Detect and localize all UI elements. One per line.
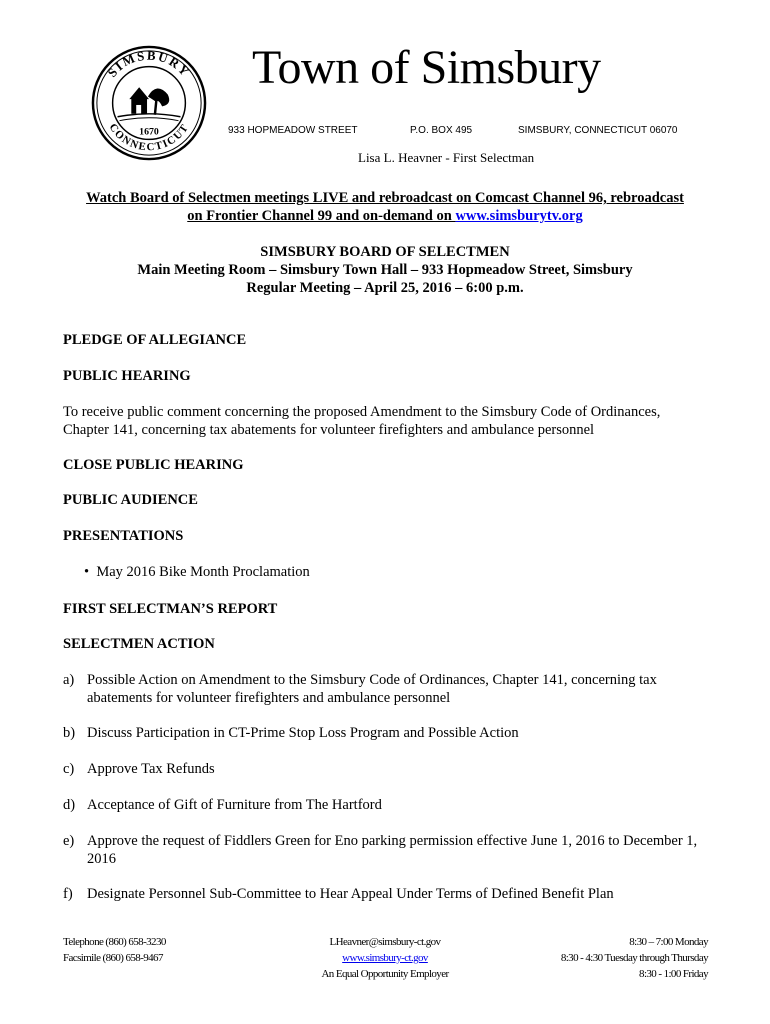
hours-friday: 8:30 - 1:00 Friday bbox=[639, 968, 708, 980]
hearing-description bbox=[63, 403, 713, 439]
facsimile: Facsimile (860) 658-9467 bbox=[63, 952, 163, 964]
heading-pledge: PLEDGE OF ALLEGIANCE bbox=[63, 332, 247, 348]
notice-line-2: on Frontier Channel 99 and on-demand on bbox=[187, 208, 456, 224]
action-item-text: Discuss Participation in CT-Prime Stop Loss Program and Possible Action bbox=[87, 725, 519, 741]
action-item bbox=[63, 885, 723, 903]
hearing-text-1: To receive public comment concerning the proposed Amendment to the Simsbury Code of Ordinances, bbox=[63, 404, 661, 420]
action-item-text: Possible Action on Amendment to the Simsbury Code of Ordinances, Chapter 141, concerning tax abatements for volunteer firefighters and ambulance personnel bbox=[87, 672, 657, 706]
action-item-text: Acceptance of Gift of Furniture from The Hartford bbox=[87, 797, 382, 813]
action-item-label: c) bbox=[63, 761, 75, 777]
po-box: P.O. BOX 495 bbox=[410, 125, 473, 136]
presentation-list-item bbox=[84, 564, 310, 581]
action-item-label: a) bbox=[63, 672, 75, 688]
action-item bbox=[63, 760, 723, 778]
heading-public-hearing: PUBLIC HEARING bbox=[63, 368, 191, 384]
hours-monday: 8:30 – 7:00 Monday bbox=[629, 936, 708, 948]
seal-text-top: SIMSBURY bbox=[105, 48, 193, 80]
hours-tue-thu: 8:30 - 4:30 Tuesday through Thursday bbox=[560, 952, 708, 964]
street-address: 933 HOPMEADOW STREET bbox=[228, 125, 358, 136]
equal-opportunity: An Equal Opportunity Employer bbox=[321, 968, 449, 980]
broadcast-notice bbox=[60, 189, 710, 225]
first-selectman: Lisa L. Heavner - First Selectman bbox=[358, 150, 535, 165]
action-item-label: d) bbox=[63, 797, 76, 813]
action-item-text: Approve the request of Fiddlers Green for Eno parking permission effective June 1, 2016 to December 1, 2016 bbox=[87, 833, 698, 867]
hearing-text-2: Chapter 141, concerning tax abatements for volunteer firefighters and ambulance personnel bbox=[63, 422, 595, 438]
notice-line-1: Watch Board of Selectmen meetings LIVE and rebroadcast on Comcast Channel 96, rebroadcast bbox=[86, 190, 684, 206]
board-name: SIMSBURY BOARD OF SELECTMEN bbox=[260, 244, 510, 260]
action-item bbox=[63, 832, 723, 868]
seal-year: 1670 bbox=[139, 126, 159, 138]
heading-first-selectman-report: FIRST SELECTMAN’S REPORT bbox=[63, 601, 278, 617]
action-item bbox=[63, 796, 723, 814]
website-link[interactable]: www.simsbury-ct.gov bbox=[342, 952, 428, 964]
heading-selectmen-action: SELECTMEN ACTION bbox=[63, 636, 215, 652]
seal-text-bottom: CONNECTICUT bbox=[106, 121, 192, 154]
action-item-label: b) bbox=[63, 725, 76, 741]
town-title: Town of Simsbury bbox=[252, 41, 601, 94]
meeting-header bbox=[60, 243, 710, 297]
telephone: Telephone (860) 658-3230 bbox=[63, 936, 166, 948]
simsburytv-link[interactable]: www.simsburytv.org bbox=[455, 208, 583, 224]
action-item-text: Designate Personnel Sub-Committee to Hear Appeal Under Terms of Defined Benefit Plan bbox=[87, 886, 614, 902]
heading-presentations: PRESENTATIONS bbox=[63, 528, 184, 544]
meeting-location: Main Meeting Room – Simsbury Town Hall – 933 Hopmeadow Street, Simsbury bbox=[137, 262, 633, 278]
heading-public-audience: PUBLIC AUDIENCE bbox=[63, 492, 198, 508]
town-seal bbox=[90, 44, 208, 162]
heading-close-hearing: CLOSE PUBLIC HEARING bbox=[63, 457, 244, 473]
bullet-icon: • bbox=[84, 564, 97, 580]
presentation-item-text: May 2016 Bike Month Proclamation bbox=[96, 564, 310, 580]
footer-contact bbox=[63, 934, 166, 966]
action-item bbox=[63, 671, 723, 707]
action-item-text: Approve Tax Refunds bbox=[87, 761, 215, 777]
email-address: LHeavner@simsbury-ct.gov bbox=[329, 936, 441, 948]
meeting-date: Regular Meeting – April 25, 2016 – 6:00 p.m. bbox=[246, 280, 524, 296]
footer-web bbox=[300, 934, 470, 982]
footer-hours bbox=[520, 934, 708, 982]
svg-text:SIMSBURY bbox=[105, 49, 193, 80]
action-item-label: f) bbox=[63, 886, 73, 902]
city-state-zip: SIMSBURY, CONNECTICUT 06070 bbox=[518, 125, 678, 136]
action-item bbox=[63, 724, 723, 742]
action-item-label: e) bbox=[63, 833, 75, 849]
